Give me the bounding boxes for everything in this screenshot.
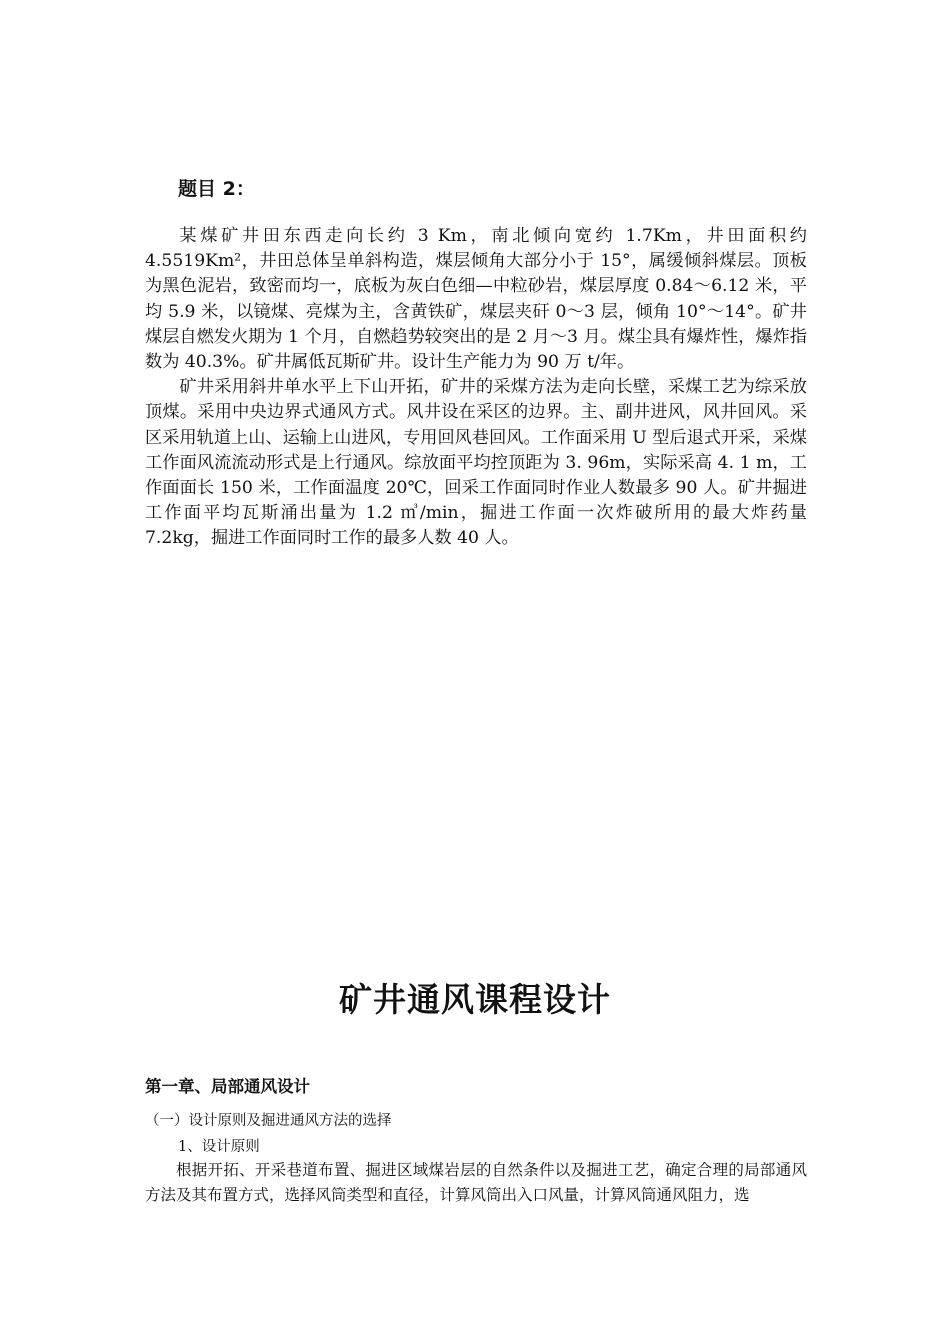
design-body [145, 1158, 807, 1208]
main-title: 矿井通风课程设计 [339, 980, 611, 1019]
section-title: （一）设计原则及掘进通风方法的选择 [145, 1113, 392, 1129]
subsection-title: 1、设计原则 [178, 1139, 260, 1155]
question-paragraph-1: 某煤矿井田东西走向长约 3 Km，南北倾向宽约 1.7Km，井田面积约 4.5519Km²，井田总体呈单斜构造，煤层倾角大部分小于 15°，属缓倾斜煤层。顶板为黑色泥岩，致密而均一，底板为灰白色细—中粒砂岩，煤层厚度 0.84～6.12 米，平均 5.9 米，以镜煤、亮煤为主，含黄铁矿，煤层夹矸 0～3 层，倾角 10°～14°。矿井煤层自燃发火期为 1 个月，自燃趋势较突出的是 2 月～3 月。煤尘具有爆炸性，爆炸指数为 40.3%。矿井属低瓦斯矿井。设计生产能力为 90 万 t/年。 [145, 226, 807, 373]
question-title: 题目 2： [178, 178, 255, 200]
question-paragraph-2: 矿井采用斜井单水平上下山开拓，矿井的采煤方法为走向长壁，采煤工艺为综采放顶煤。采用中央边界式通风方式。风井设在采区的边界。主、副井进风，风井回风。采区采用轨道上山、运输上山进风，专用回风巷回风。工作面采用 U 型后退式开采，采煤工作面风流流动形式是上行通风。综放面平均控顶距为 3. 96m，实际采高 4. 1 m，工作面面长 150 米，工作面温度 20℃，回采工作面同时作业人数最多 90 人。矿井掘进工作面平均瓦斯涌出量为 1.2 ㎥/min，掘进工作面一次炸破所用的最大炸药量 7.2kg，掘进工作面同时工作的最多人数 40 人。 [145, 377, 807, 549]
design-paragraph: 根据开拓、开采巷道布置、掘进区域煤岩层的自然条件以及掘进工艺，确定合理的局部通风方法及其布置方式，选择风筒类型和直径，计算风筒出入口风量，计算风筒通风阻力，选 [145, 1161, 807, 1204]
question-body [145, 224, 807, 552]
chapter-title: 第一章、局部通风设计 [145, 1077, 310, 1096]
